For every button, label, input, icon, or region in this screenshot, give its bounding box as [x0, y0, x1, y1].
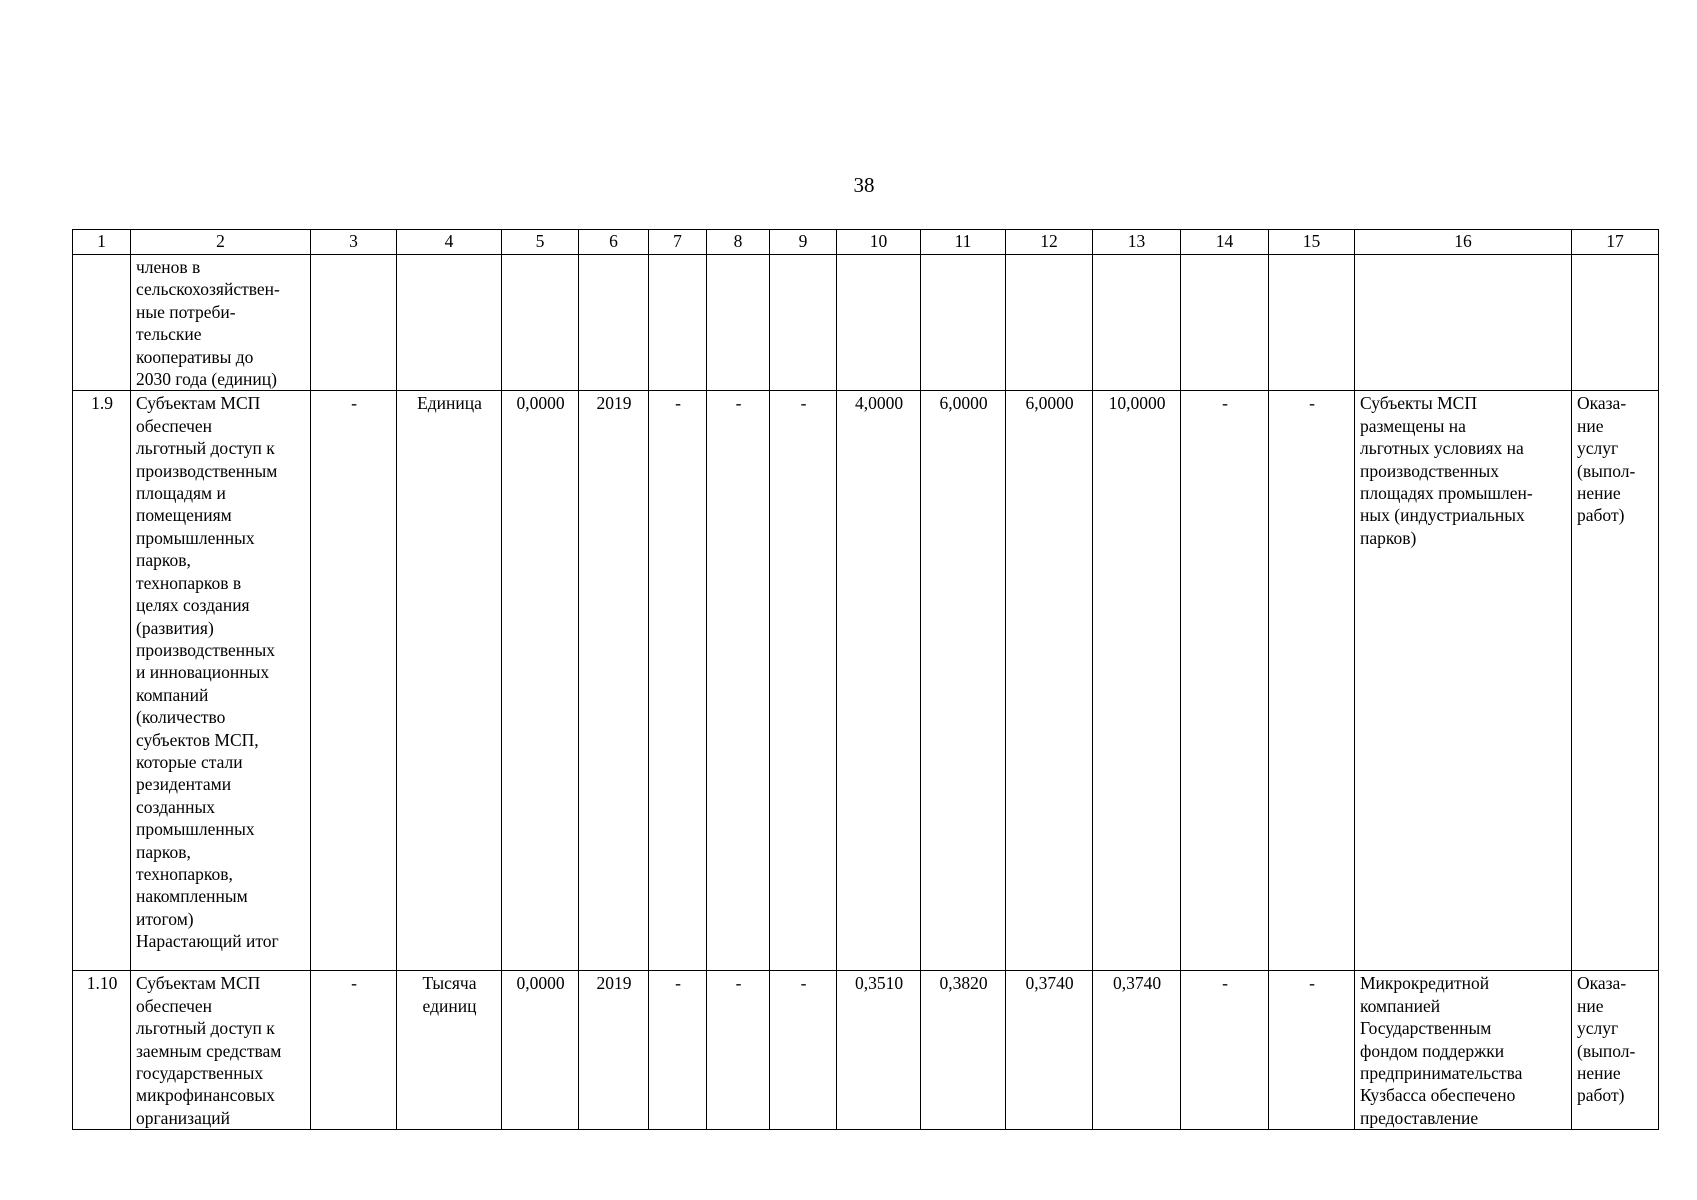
- col-header: 4: [397, 230, 502, 255]
- table-row: [73, 255, 1659, 391]
- table-cell: -: [770, 391, 837, 971]
- table-cell: [579, 255, 649, 391]
- indicators-table: [72, 229, 1659, 1130]
- col-header: 8: [707, 230, 770, 255]
- table-cell: -: [1181, 971, 1269, 1130]
- base-value-cell: 0,0000: [502, 971, 579, 1130]
- result-type-cell: Оказа- ние услуг (выпол- нение работ): [1572, 971, 1659, 1130]
- unit-cell: Единица: [397, 391, 502, 971]
- table-cell: -: [649, 971, 707, 1130]
- table-row: [73, 391, 1659, 971]
- row-number-cell: 1.10: [73, 971, 131, 1130]
- table-cell: [1572, 255, 1659, 391]
- table-cell: [397, 255, 502, 391]
- row-number-cell: 1.9: [73, 391, 131, 971]
- table-cell: членов в сельскохозяйствен- ные потреби- тельские кооперативы до 2030 года (единиц): [131, 255, 311, 391]
- col-header: 17: [1572, 230, 1659, 255]
- col-header: 5: [502, 230, 579, 255]
- col-header: 1: [73, 230, 131, 255]
- table-cell: [311, 255, 397, 391]
- unit-cell: Тысяча единиц: [397, 971, 502, 1130]
- col-header: 13: [1093, 230, 1181, 255]
- table-cell: [502, 255, 579, 391]
- table-cell: [1093, 255, 1181, 391]
- table-cell: -: [649, 391, 707, 971]
- col-header: 11: [921, 230, 1006, 255]
- col-header: 7: [649, 230, 707, 255]
- result-description-cell: Субъекты МСП размещены на льготных условиях на производственных площадях промышлен- ных (индустриальных парков): [1355, 391, 1572, 971]
- table-cell: [1269, 255, 1355, 391]
- table-cell: [1181, 255, 1269, 391]
- table-cell: [73, 255, 131, 391]
- table-cell: -: [1269, 971, 1355, 1130]
- table-cell: [707, 255, 770, 391]
- base-year-cell: 2019: [579, 971, 649, 1130]
- page-number: 38: [853, 173, 875, 197]
- col-header: 10: [837, 230, 921, 255]
- result-type-cell: Оказа- ние услуг (выпол- нение работ): [1572, 391, 1659, 971]
- result-description-cell: Микрокредитной компанией Государственным фондом поддержки предпринимательства Кузбасса обеспечено предоставление: [1355, 971, 1572, 1130]
- col-header: 16: [1355, 230, 1572, 255]
- value-cell: 0,3740: [1006, 971, 1093, 1130]
- col-header: 12: [1006, 230, 1093, 255]
- value-cell: 6,0000: [921, 391, 1006, 971]
- table-cell: -: [311, 391, 397, 971]
- value-cell: 4,0000: [837, 391, 921, 971]
- indicator-name-cell: Субъектам МСП обеспечен льготный доступ к производственным площадям и помещениям промышленных парков, технопарков в целях создания (развития) производственных и инновационных компаний (количество субъектов МСП, которые стали резидентами созданных промышленных парков, технопарков, накомпленным итогом) Нарастающий итог: [131, 391, 311, 971]
- col-header: 15: [1269, 230, 1355, 255]
- table-cell: -: [1181, 391, 1269, 971]
- table-cell: [1355, 255, 1572, 391]
- table-cell: -: [707, 391, 770, 971]
- table-cell: [1006, 255, 1093, 391]
- indicator-name-cell: Субъектам МСП обеспечен льготный доступ к заемным средствам государственных микрофинансовых организаций: [131, 971, 311, 1130]
- table-cell: -: [707, 971, 770, 1130]
- table-cell: -: [1269, 391, 1355, 971]
- table-cell: [837, 255, 921, 391]
- table-cell: [649, 255, 707, 391]
- base-value-cell: 0,0000: [502, 391, 579, 971]
- value-cell: 0,3740: [1093, 971, 1181, 1130]
- column-numbers-row: [73, 230, 1659, 255]
- col-header: 14: [1181, 230, 1269, 255]
- col-header: 9: [770, 230, 837, 255]
- col-header: 2: [131, 230, 311, 255]
- table-cell: [770, 255, 837, 391]
- table-cell: [921, 255, 1006, 391]
- col-header: 6: [579, 230, 649, 255]
- value-cell: 0,3510: [837, 971, 921, 1130]
- table-cell: -: [311, 971, 397, 1130]
- value-cell: 10,0000: [1093, 391, 1181, 971]
- col-header: 3: [311, 230, 397, 255]
- base-year-cell: 2019: [579, 391, 649, 971]
- table-row: [73, 971, 1659, 1130]
- table-cell: -: [770, 971, 837, 1130]
- value-cell: 0,3820: [921, 971, 1006, 1130]
- value-cell: 6,0000: [1006, 391, 1093, 971]
